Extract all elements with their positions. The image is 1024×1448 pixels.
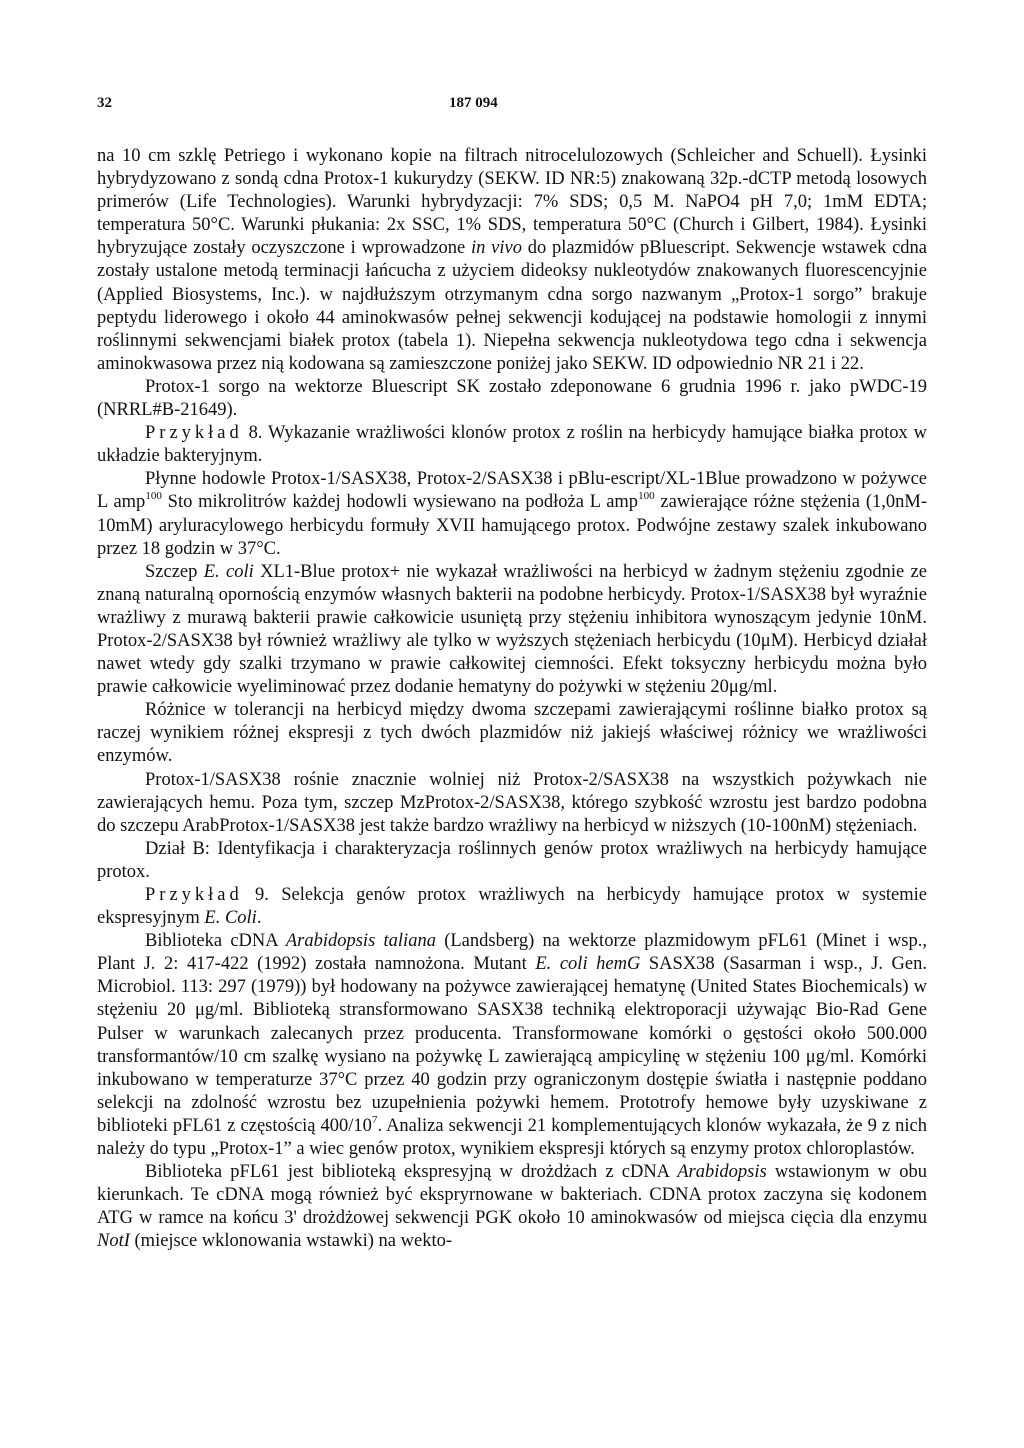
paragraph-section-b-heading: Dział B: Identyfikacja i charakteryzacja roślinnych genów protox wrażliwych na herbicydy hamujące protox. xyxy=(97,838,927,882)
paragraph-10: Biblioteka cDNA Arabidopsis taliana (Landsberg) na wektorze plazmidowym pFL61 (Minet i wsp., Plant J. 2: 417-422 (1992) została namnożona. Mutant E. coli hemG SASX38 (Sasarman i wsp., J. Gen. Microbiol. 113: 297 (1979)) był hodowany na pożywce zawierającej hematynę (United States Biochemicals) w stężeniu 20 μg/ml. Biblioteką stransformowano SASX38 techniką elektroporacji używając Bio-Rad Gene Pulser w warunkach zalecanych przez producenta. Transformowane komórki o gęstości około 500.000 transformantów/10 cm szalkę wysiano na pożywkę L zawierającą ampicylinę w stężeniu 100 μg/ml. Komórki inkubowano w temperaturze 37°C przez 40 godzin przy ograniczonym dostępie światła i następnie poddano selekcji na zdolność wzrostu bez uzupełnienia pożywki hemem. Prototrofy hemowe były uzyskiwane z biblioteki pFL61 z częstością $400/10^7$. Analiza sekwencji 21 komplementujących klonów wykazała, że 9 z nich należy do typu „Protox-1” a wiec genów protox, wynikiem ekspresji których są enzymy protox chloroplastów. xyxy=(97,931,927,1160)
page-header xyxy=(97,95,927,119)
paragraph-1: na 10 cm szklę Petriego i wykonano kopie na filtrach nitrocelulozowych (Schleicher and Schuell). Łysinki hybrydyzowano z sondą cdna Protox-1 kukurydzy (SEKW. ID NR:5) znakowaną 32p.-dCTP metodą losowych primerów (Life Technologies). Warunki hybrydyzacji: 7% SDS; 0,5 M. NaPO4 pH 7,0; 1mM EDTA; temperatura 50°C. Warunki płukania: 2x SSC, 1% SDS, temperatura 50°C (Church i Gilbert, 1984). Łysinki hybryzujące zostały oczyszczone i wprowadzone in vivo do plazmidów pBluescript. Sekwencje wstawek cdna zostały ustalone metodą terminacji łańcucha z użyciem dideoksy nukleotydów znakowanych fluorescencyjnie (Applied Biosystems, Inc.). w najdłuższym otrzymanym cdna sorgo nazwanym „Protox-1 sorgo” brakuje peptydu liderowego i około 44 aminokwasów pełnej sekwencji kodującej na podstawie homologii z innymi roślinnymi sekwencjami białek protox (tabela 1). Niepełna sekwencja nukleotydowa tego cdna i sekwencja aminokwasowa przez nią kodowana są zamieszczone poniżej jako SEKW. ID odpowiednio NR 21 i 22. xyxy=(97,146,928,374)
paragraph-11: Biblioteka pFL61 jest biblioteką ekspresyjną w drożdżach z cDNA Arabidopsis wstawionym w obu kierunkach. Te cDNA mogą również być ekspryrnowane w bakteriach. CDNA protox zaczyna się kodonem ATG w ramce na końcu 3' drożdżowej sekwencji PGK około 10 aminokwasów od miejsca cięcia dla enzymu NotI (miejsce wklonowania wstawki) na wekto- xyxy=(97,1162,927,1252)
document-number: 187 094 xyxy=(449,95,498,111)
paragraph-2: Protox-1 sorgo na wektorze Bluescript SK zostało zdeponowane 6 grudnia 1996 r. jako pWDC-19 (NRRL#B-21649). xyxy=(97,376,927,421)
paragraph-7: Protox-1/SASX38 rośnie znacznie wolniej niż Protox-2/SASX38 na wszystkich pożywkach nie zawierających hemu. Poza tym, szczep MzProtox-2/SASX38, którego szybkość wzrostu jest bardzo podobna do szczepu ArabProtox-1/SASX38 jest także bardzo wrażliwy na herbicyd w niższych (10-100nM) stężeniach. xyxy=(97,769,927,836)
paragraph-4: Płynne hodowle Protox-1/SASX38, Protox-2/SASX38 i pBlu-escript/XL-1Blue prowadzono w pożywce L amp$^{100}$ Sto mikrolitrów każdej hodowli wysiewano na podłoża L amp$^{100}$ zawierające różne stężenia (1,0nM-10mM) aryluracylowego herbicydu formuły XVII hamującego protox. Podwójne zestawy szalek inkubowano przez 18 godzin w 37°C. xyxy=(97,469,927,559)
body-text xyxy=(97,145,927,1254)
paragraph-example-8-heading: Przykład 8. Wykazanie wrażliwości klonów protox z roślin na herbicydy hamujące białka protox w układzie bakteryjnym. xyxy=(97,423,927,467)
paragraph-5: Szczep E. coli XL1-Blue protox+ nie wykazał wrażliwości na herbicyd w żadnym stężeniu zgodnie ze znaną naturalną opornością enzymów własnych bakterii na podobne herbicydy. Protox-1/SASX38 był wyraźnie wrażliwy z murawą bakterii prawie całkowicie usuniętą przy stężeniu inhibitora wynoszącym jedynie 10nM. Protox-2/SASX38 był również wrażliwy ale tylko w wyższych stężeniach herbicydu (10μM). Herbicyd działał nawet wtedy gdy szalki trzymano w prawie całkowitej ciemności. Efekt toksyczny herbicydu można było prawie całkowicie wyeliminować przez dodanie hematyny do pożywki w stężeniu 20μg/ml. xyxy=(97,561,927,698)
paragraph-6: Różnice w tolerancji na herbicyd między dwoma szczepami zawierającymi roślinne białko protox są raczej wynikiem różnej ekspresji z tych dwóch plazmidów niż jakiejś właściwej różnicy we wrażliwości enzymów. xyxy=(97,700,927,767)
paragraph-example-9-heading: Przykład 9. Selekcja genów protox wrażliwych na herbicydy hamujące protox w systemie ekspresyjnym E. Coli. xyxy=(97,885,927,929)
page-number: 32 xyxy=(97,95,112,111)
